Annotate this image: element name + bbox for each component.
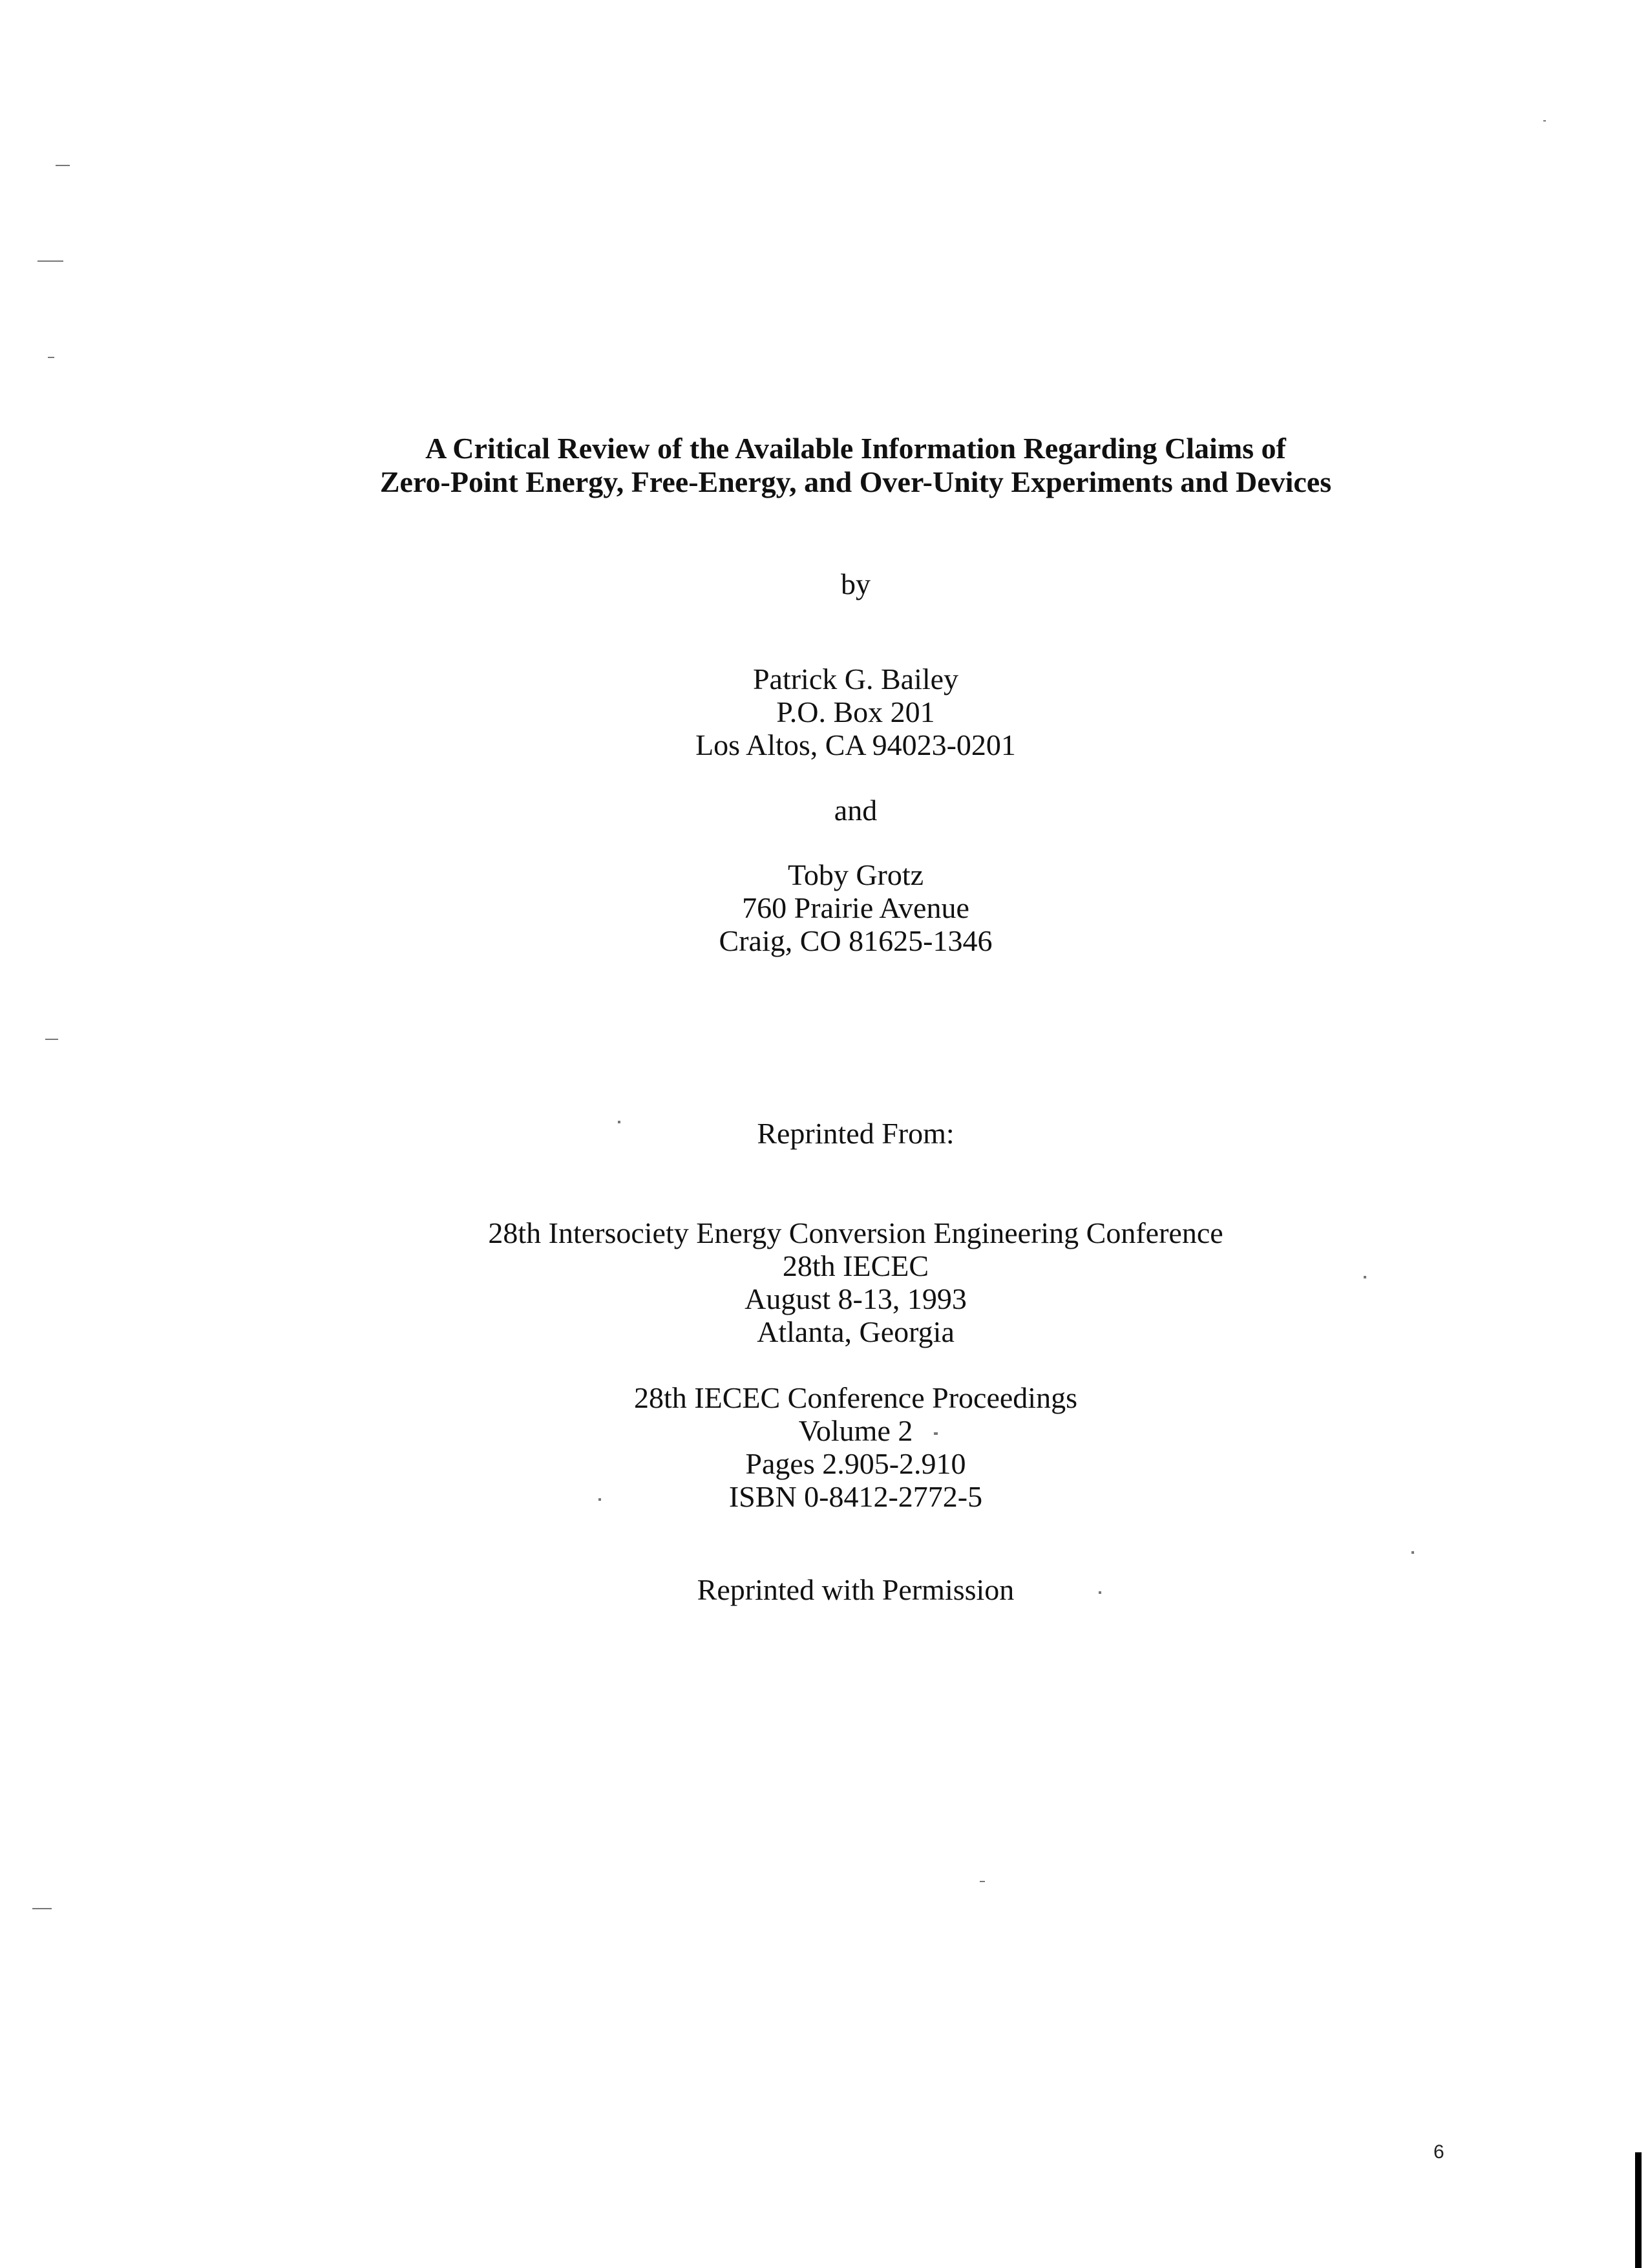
conference-block (0, 1216, 1648, 1348)
scan-speck (934, 1432, 938, 1435)
scan-speck (1364, 1276, 1366, 1278)
scan-speck (32, 1908, 52, 1909)
author-block-grotz (0, 858, 1648, 957)
and-separator: and (834, 794, 878, 827)
title-line-2: Zero-Point Energy, Free-Energy, and Over-Unity Experiments and Devices (379, 465, 1332, 498)
author-name: Patrick G. Bailey (752, 662, 959, 695)
reprinted-from-heading: Reprinted From: (757, 1117, 955, 1150)
proceedings-isbn: ISBN 0-8412-2772-5 (728, 1480, 983, 1513)
author-address-line: 760 Prairie Avenue (742, 891, 969, 924)
title-line-1: A Critical Review of the Available Information Regarding Claims of (425, 432, 1286, 465)
proceedings-title: 28th IECEC Conference Proceedings (634, 1381, 1077, 1414)
scan-edge-bar (1635, 2152, 1642, 2268)
conference-name: 28th Intersociety Energy Conversion Engineering Conference (488, 1216, 1223, 1249)
author-block-bailey (0, 662, 1648, 761)
scan-speck (56, 165, 70, 166)
conference-dates: August 8-13, 1993 (745, 1282, 967, 1315)
author-city-line: Craig, CO 81625-1346 (719, 924, 993, 957)
proceedings-volume: Volume 2 (798, 1414, 913, 1447)
scan-speck (1543, 120, 1546, 122)
scan-speck (45, 1039, 58, 1040)
author-name: Toby Grotz (787, 858, 924, 891)
proceedings-pages: Pages 2.905-2.910 (745, 1447, 966, 1480)
document-title (0, 432, 1648, 499)
scan-speck (37, 260, 63, 262)
scan-speck (980, 1881, 985, 1882)
proceedings-block (0, 1381, 1648, 1513)
conference-location: Atlanta, Georgia (757, 1315, 955, 1348)
scan-speck (598, 1498, 601, 1501)
page-number: 6 (1433, 2141, 1444, 2163)
scan-speck (1411, 1551, 1414, 1554)
author-city-line: Los Altos, CA 94023-0201 (695, 728, 1016, 761)
conference-short-name: 28th IECEC (782, 1249, 929, 1282)
scan-speck (618, 1121, 620, 1123)
author-address-line: P.O. Box 201 (776, 695, 935, 728)
by-line: by (841, 567, 871, 600)
scan-speck (48, 357, 54, 358)
permission-note: Reprinted with Permission (697, 1573, 1015, 1606)
scan-speck (1099, 1591, 1101, 1594)
